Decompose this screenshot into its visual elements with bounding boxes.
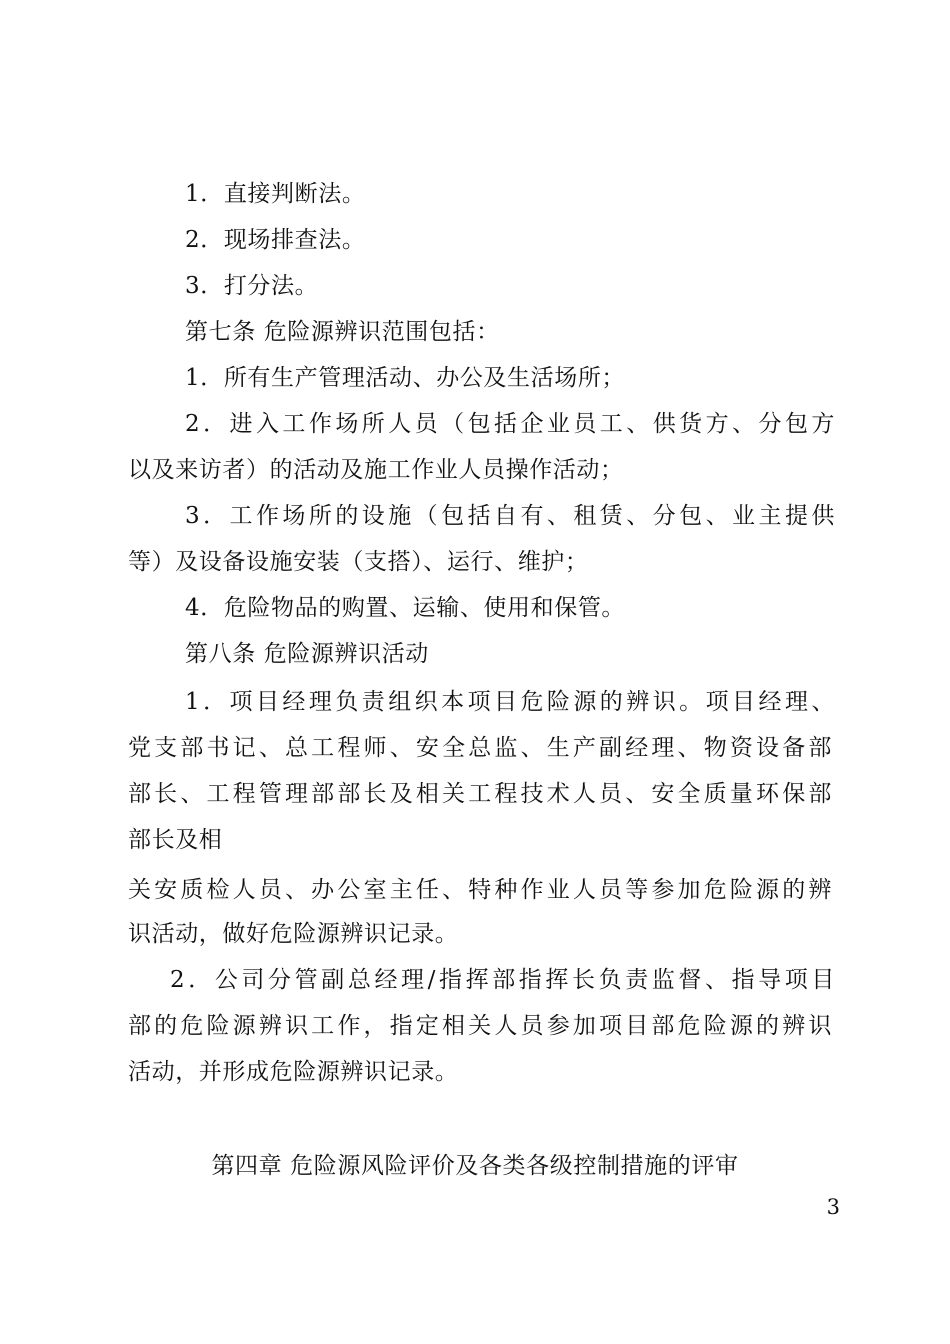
- text-line: 1．所有生产管理活动、办公及生活场所；: [185, 365, 626, 391]
- text-line: 部长及相: [128, 827, 223, 853]
- text-line: 3．工作场所的设施（包括自有、租赁、分包、业主提供: [185, 503, 835, 529]
- text-line: 1．直接判断法。: [185, 181, 366, 207]
- text-line: 以及来访者）的活动及施工作业人员操作活动；: [128, 457, 624, 483]
- text-line: 活动，并形成危险源辨识记录。: [128, 1059, 459, 1085]
- text-line: 识活动，做好危险源辨识记录。: [128, 921, 459, 947]
- text-line: 2．现场排查法。: [185, 227, 366, 253]
- text-line: 等）及设备设施安装（支搭）、运行、维护；: [128, 549, 589, 575]
- page-number: 3: [826, 1195, 840, 1219]
- text-line: 部的危险源辨识工作，指定相关人员参加项目部危险源的辨识: [128, 1013, 832, 1039]
- article-heading: 第八条 危险源辨识活动: [185, 641, 429, 667]
- text-line: 部长、工程管理部部长及相关工程技术人员、安全质量环保部: [128, 781, 832, 807]
- text-line: 1．项目经理负责组织本项目危险源的辨识。项目经理、: [185, 689, 835, 715]
- text-line: 3．打分法。: [185, 273, 319, 299]
- text-line: 2．公司分管副总经理/指挥部指挥长负责监督、指导项目: [170, 967, 835, 993]
- text-line: 4．危险物品的购置、运输、使用和保管。: [185, 595, 626, 621]
- text-line: 关安质检人员、办公室主任、特种作业人员等参加危险源的辨: [128, 877, 832, 903]
- text-line: 党支部书记、总工程师、安全总监、生产副经理、物资设备部: [128, 735, 832, 761]
- text-line: 2．进入工作场所人员（包括企业员工、供货方、分包方: [185, 411, 835, 437]
- chapter-heading: 第四章 危险源风险评价及各类各级控制措施的评审: [211, 1153, 739, 1179]
- article-heading: 第七条 危险源辨识范围包括：: [185, 319, 500, 345]
